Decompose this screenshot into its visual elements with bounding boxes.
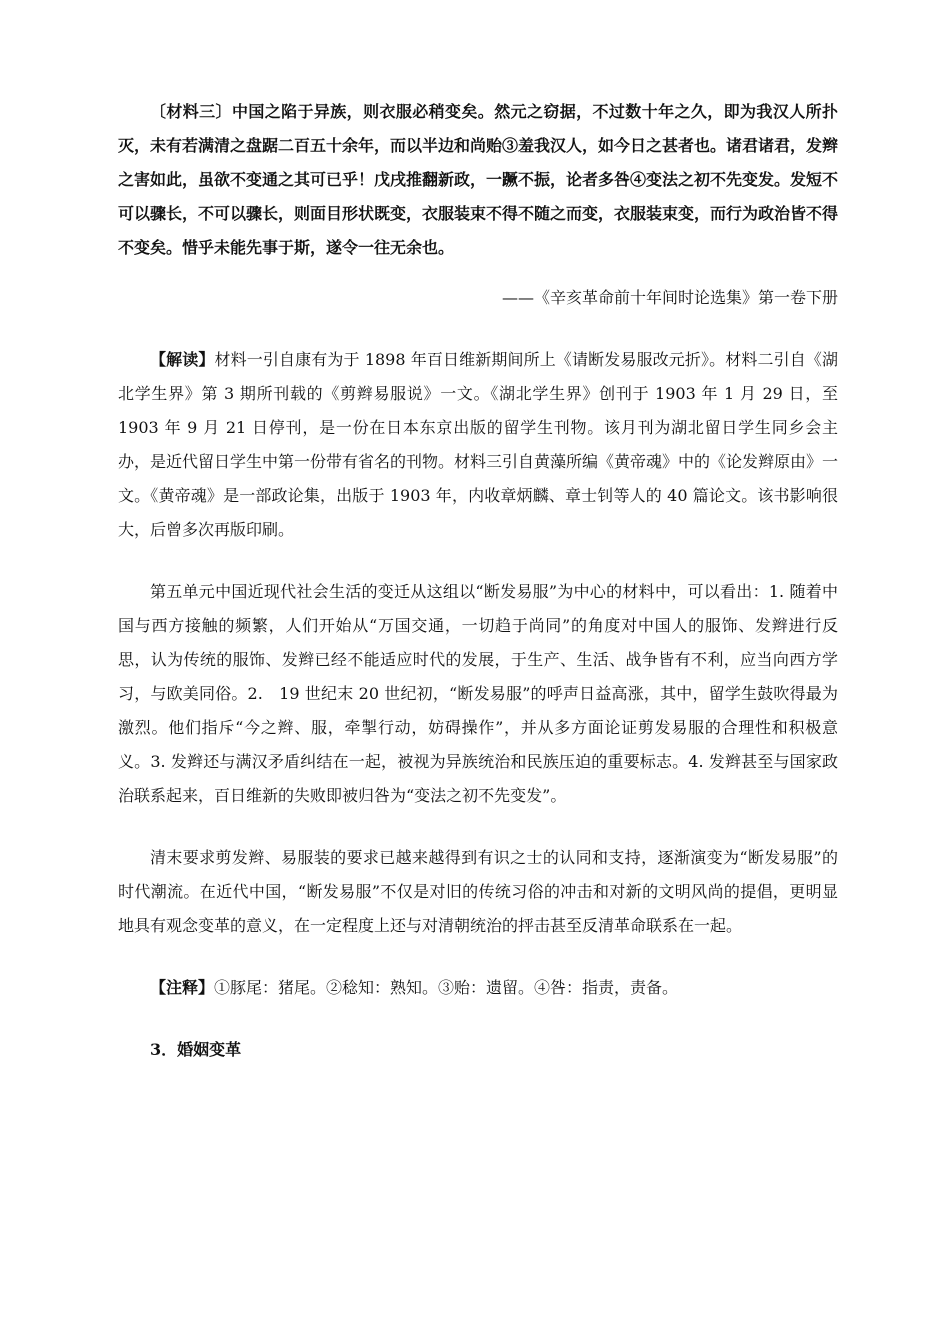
document-page — [118, 95, 838, 1067]
material-three-text: 〔材料三〕中国之陷于异族，则衣服必稍变矣。然元之窃据，不过数十年之久，即为我汉人所扑灭，未有若满清之盘踞二百五十余年，而以半边和尚贻③羞我汉人，如今日之甚者也。诸君诸君，发辫之害如此，虽欲不变通之其可已乎！戊戌推翻新政，一蹶不振，论者多咎④变法之初不先变发。发短不可以骤长，不可以骤长，则面目形状既变，衣服装束不得不随之而变，衣服装束变，而行为政治皆不得不变矣。惜乎未能先事于斯，遂令一往无余也。 — [118, 102, 839, 257]
spacer — [118, 1005, 838, 1033]
notes-label: 【注释】 — [150, 978, 215, 997]
analysis-text: 第五单元中国近现代社会生活的变迁从这组以“断发易服”为中心的材料中，可以看出：1. 随着中国与西方接触的频繁，人们开始从“万国交通，一切趋于尚同”的角度对中国人的服饰、发辫进行反思，认为传统的服饰、发辫已经不能适应时代的发展，于生产、生活、战争皆有不利，应当向西方学习，与欧美同俗。2. 19 世纪末 20 世纪初，“断发易服”的呼声日益高涨，其中，留学生鼓吹得最为激烈。他们指斥“今之辫、服，牵掣行动，妨碍操作”，并从多方面论证剪发易服的合理性和积极意义。3. 发辫还与满汉矛盾纠结在一起，被视为异族统治和民族压迫的重要标志。4. 发辫甚至与国家政治联系起来，百日维新的失败即被归咎为“变法之初不先变发”。 — [118, 582, 838, 805]
interpretation-paragraph — [118, 343, 838, 547]
section-heading: 3．婚姻变革 — [150, 1040, 242, 1059]
interpretation-text: 材料一引自康有为于 1898 年百日维新期间所上《请断发易服改元折》。材料二引自《湖北学生界》第 3 期所刊载的《剪辫易服说》一文。《湖北学生界》创刊于 1903 年 1 月 29 日，至 1903 年 9 月 21 日停刊，是一份在日本东京出版的留学生刊物。该月刊为湖北留日学生同乡会主办，是近代留日学生中第一份带有省名的刊物。材料三引自黄藻所编《黄帝魂》中的《论发辫原由》一文。《黄帝魂》是一部政论集，出版于 1903 年，内收章炳麟、章士钊等人的 40 篇论文。该书影响很大，后曾多次再版印刷。 — [118, 350, 839, 539]
spacer — [118, 315, 838, 343]
material-three-paragraph — [118, 95, 838, 265]
interpretation-label: 【解读】 — [150, 350, 215, 369]
notes-text: ①豚尾：猪尾。②稔知：熟知。③贻：遗留。④咎：指责，责备。 — [214, 978, 679, 997]
spacer — [118, 813, 838, 841]
material-three-source: ——《辛亥革命前十年间时论选集》第一卷下册 — [501, 288, 838, 307]
spacer — [118, 547, 838, 575]
spacer — [118, 943, 838, 971]
notes-paragraph — [118, 971, 838, 1005]
conclusion-text: 清末要求剪发辫、易服装的要求已越来越得到有识之士的认同和支持，逐渐演变为“断发易服”的时代潮流。在近代中国，“断发易服”不仅是对旧的传统习俗的冲击和对新的文明风尚的提倡，更明显地具有观念变革的意义，在一定程度上还与对清朝统治的抨击甚至反清革命联系在一起。 — [118, 848, 838, 935]
conclusion-paragraph — [118, 841, 838, 943]
analysis-paragraph — [118, 575, 838, 813]
